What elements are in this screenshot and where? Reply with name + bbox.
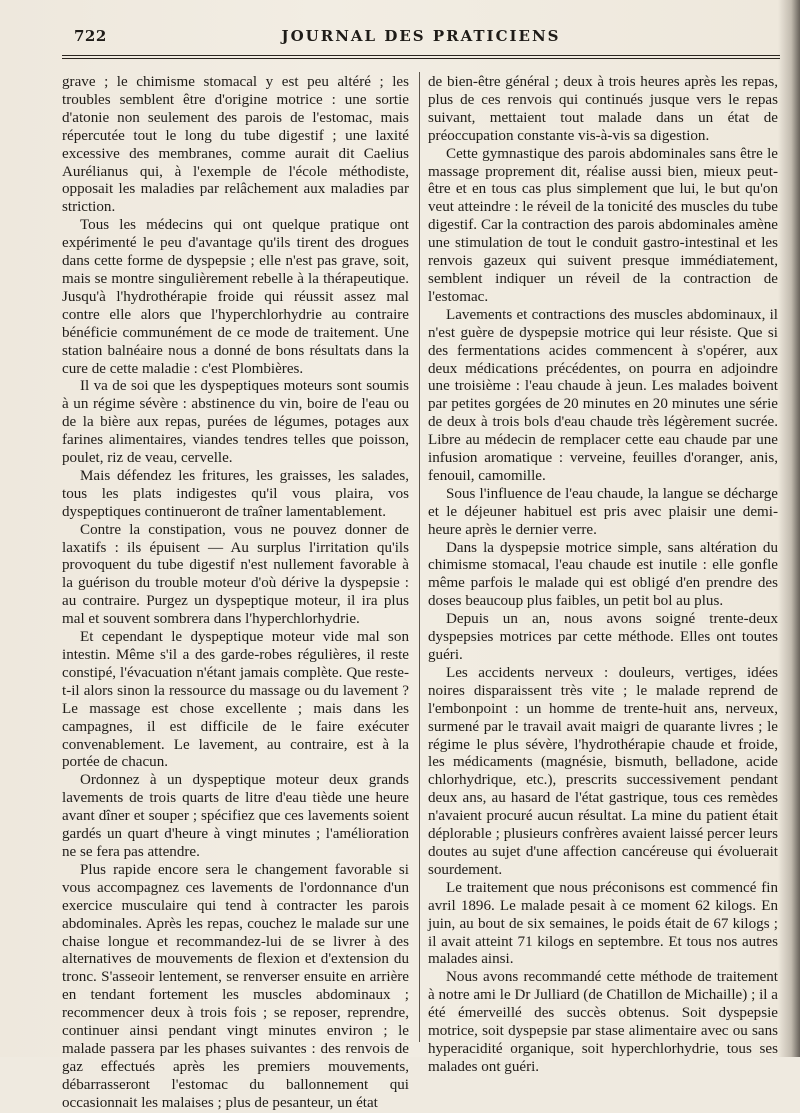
paragraph: Sous l'influence de l'eau chaude, la langue se décharge et le déjeuner habituel est pris avec plaisir une demi-heure après le dernier verre. <box>428 485 778 538</box>
page-number: 722 <box>74 27 107 45</box>
paragraph: Dans la dyspepsie motrice simple, sans altération du chimisme stomacal, l'eau chaude est inutile : elle gonfle même parfois le malade qui est obligé d'en prendre des doses beaucoup plus faibles, un petit bol au plus. <box>428 539 778 610</box>
paragraph: Et cependant le dyspeptique moteur vide mal son intestin. Même s'il a des garde-robes régulières, il reste constipé, l'évacuation n'étant jamais complète. Que reste-t-il alors sinon la ressource du massage ou du lavement ? Le massage est chose excellente ; mais dans les campagnes, il est difficile de le faire exécuter convenablement. Le lavement, au contraire, est à la portée de chacun. <box>62 629 409 771</box>
paragraph: Il va de soi que les dyspeptiques moteurs sont soumis à un régime sévère : abstinence du vin, boire de l'eau ou de la bière aux repas, purées de légumes, potages aux farines alimentaires, viandes tendres telles que poisson, poulet, riz de veau, cervelle. <box>62 378 409 467</box>
paragraph: Nous avons recommandé cette méthode de traitement à notre ami le Dr Julliard (de Chatillon de Michaille) ; il a été émerveillé des succès obtenus. Soit dyspepsie motrice, soit dyspepsie par stase alimentaire avec ou sans hyperacidité organique, soit hyperchlorhydrie, tous ses malades ont guéri. <box>428 969 778 1075</box>
paragraph: Les accidents nerveux : douleurs, vertiges, idées noires disparaissent très vite ; le malade reprend de l'embonpoint : un homme de trente-huit ans, nerveux, surmené par le travail avait maigri de quarante livres ; le régime le plus sévère, l'hydrothérapie chaude et froide, les médicaments (magnésie, bismuth, belladone, acide chlorhydrique, etc.), prescrits successivement pendant deux ans, au hasard de l'état gastrique, tous ces remèdes n'avaient procuré aucun résultat. La mine du patient était déplorable ; plusieurs confrères avaient laissé percer leurs doutes au sujet d'une affection cancéreuse qui évoluerait sourdement. <box>428 664 778 878</box>
left-column <box>62 74 409 1113</box>
paragraph: Lavements et contractions des muscles abdominaux, il n'est guère de dyspepsie motrice qui leur résiste. Que si des fermentations acides commencent à s'opérer, aux deux médications précédentes, on pourra en adjoindre une troisième : l'eau chaude à jeun. Les malades boivent par petites gorgées de 20 minutes en 20 minutes une série de deux à trois bols d'eau chaude très légèrement sucrée. Libre au médecin de remplacer cette eau chaude par une infusion aromatique : verveine, feuilles d'oranger, anis, fenouil, camomille. <box>428 306 778 484</box>
paragraph: Le traitement que nous préconisons est commencé fin avril 1896. Le malade pesait à ce moment 62 kilogs. En juin, au bout de six semaines, le poids était de 67 kilogs ; il avait atteint 71 kilogs en septembre. Et tous nos autres malades ainsi. <box>428 879 778 968</box>
paragraph: grave ; le chimisme stomacal y est peu altéré ; les troubles semblent être d'origine motrice : une sortie d'atonie non seulement des parois de l'estomac, mais répercutée tout le long du tube digestif ; une laxité excessive des membranes, comme aurait dit Caelius Aurélianus qui, à l'exemple de l'école méthodiste, opposait les maladies par relâchement aux maladies par striction. <box>62 74 409 216</box>
paragraph: Cette gymnastique des parois abdominales sans être le massage proprement dit, réalise aussi bien, mieux peut-être et en tous cas plus simplement que lui, le but qu'on veut atteindre : le réveil de la tonicité des muscles du tube digestif. Car la contraction des parois abdominales amène une stimulation de tout le conduit gastro-intestinal et les renvois gazeux qui suivent presque immédiatement, semblent indiquer un réveil de la contraction de l'estomac. <box>428 145 778 305</box>
running-title: JOURNAL DES PRATICIENS <box>281 27 561 45</box>
header-rule <box>62 55 780 56</box>
paragraph: Plus rapide encore sera le changement favorable si vous accompagnez ces lavements de l'ordonnance d'un exercice musculaire qui tend à contracter les parois abdominales. Après les repas, couchez le malade sur une chaise longue et recommandez-lui de se livrer à des alternatives de mouvements de flexion et d'extension du tronc. S'asseoir lentement, se renverser ensuite en arrière en tendant fortement les muscles abdominaux ; recommencer deux à trois fois ; se reposer, reprendre, continuer ainsi pendant vingt minutes environ ; le malade passera par les phases suivantes : des renvois de gaz effectués après les premiers mouvements, débarrasseront l'estomac du ballonnement qui occasionnait les malaises ; plus de pesanteur, un état <box>62 861 409 1111</box>
paragraph: Mais défendez les fritures, les graisses, les salades, tous les plats indigestes qu'il vous plaira, vos dyspeptiques continueront de traîner lamentablement. <box>62 467 409 520</box>
paragraph: Ordonnez à un dyspeptique moteur deux grands lavements de trois quarts de litre d'eau tiède une heure avant dîner et souper ; spécifiez que ces lavements soient gardés un quart d'heure à vingt minutes ; l'amélioration ne se fera pas attendre. <box>62 772 409 860</box>
paragraph: Contre la constipation, vous ne pouvez donner de laxatifs : ils épuisent — Au surplus l'irritation qu'ils provoquent du tube digestif n'est nullement favorable à la guérison du trouble moteur d'où dérive la dyspepsie : au contraire. Purgez un dyspeptique moteur, il ira plus mal et souvent sombrera dans l'hyperchlorhydrie. <box>62 521 409 628</box>
page-binding-shadow <box>778 0 800 1057</box>
paragraph: Tous les médecins qui ont quelque pratique ont expérimenté le peu d'avantage qu'ils tirent des drogues dans cette forme de dyspepsie ; elle n'est pas grave, soit, mais se montre singulièrement rebelle à la thérapeutique. Jusqu'à l'hydrothérapie froide qui réussit assez mal contre elle alors que l'hyperchlorhydrie au contraire bénéficie communément de ce mode de traitement. Une station balnéaire nous a donné de bons résultats dans la cure de cette maladie : c'est Plombières. <box>62 217 409 377</box>
right-column <box>428 74 778 1077</box>
column-divider <box>419 72 420 1042</box>
paragraph: de bien-être général ; deux à trois heures après les repas, plus de ces renvois qui continués jusque vers le repas suivant, mettaient tout malade dans un état de préoccupation constante vis-à-vis sa digestion. <box>428 74 778 144</box>
paragraph: Depuis un an, nous avons soigné trente-deux dyspepsies motrices par cette méthode. Elles ont toutes guéri. <box>428 611 778 663</box>
header-rule-thin <box>62 58 780 59</box>
page-header <box>62 27 780 49</box>
